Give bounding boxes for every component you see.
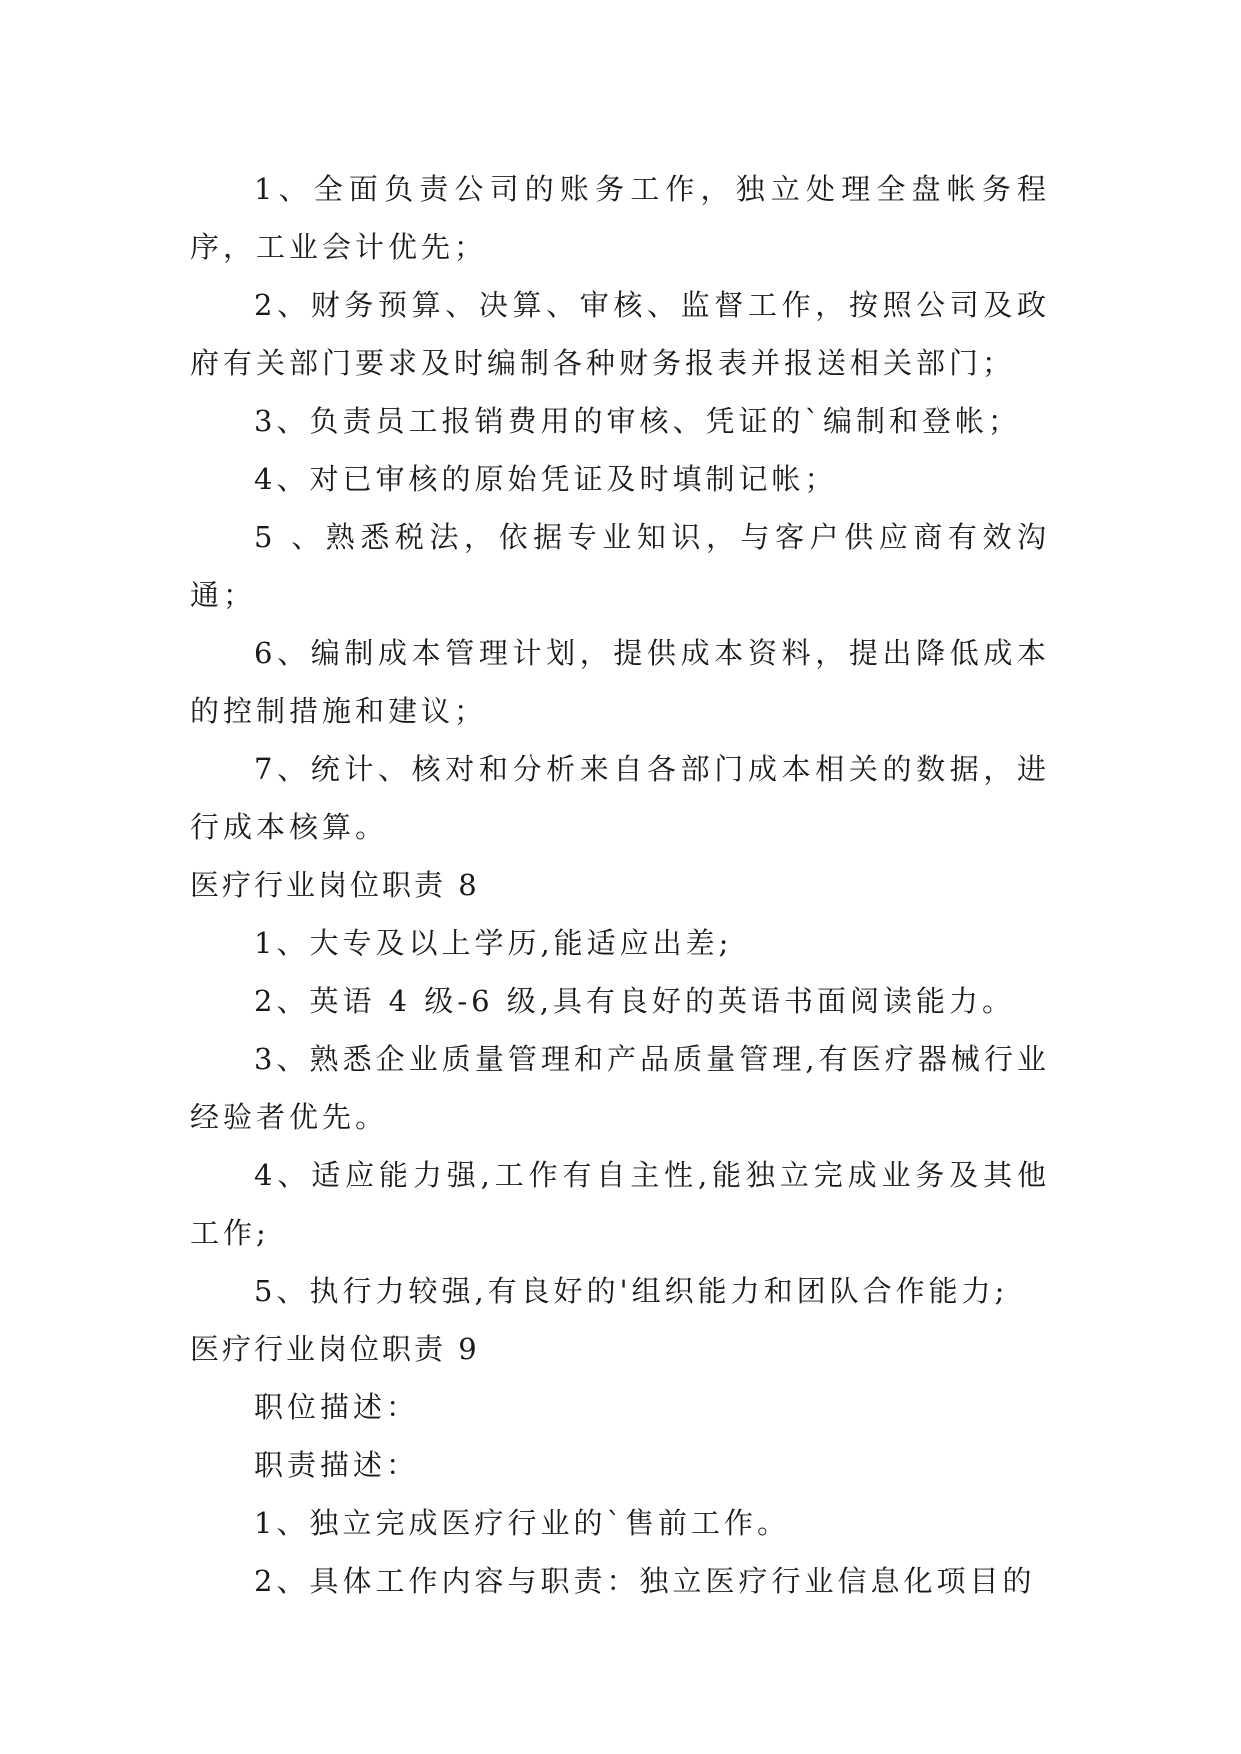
- paragraph-section9-1: 1、独立完成医疗行业的`售前工作。: [254, 1506, 790, 1540]
- document-body: [190, 160, 1050, 1610]
- paragraph-accounting-3: 3、负责员工报销费用的审核、凭证的`编制和登帐；: [254, 404, 1021, 438]
- paragraph-accounting-7: 7、统计、核对和分析来自各部门成本相关的数据，进行成本核算。: [190, 752, 1050, 844]
- paragraph-section8-3: 3、熟悉企业质量管理和产品质量管理,有医疗器械行业经验者优先。: [190, 1042, 1050, 1134]
- paragraph-duty-description: 职责描述：: [254, 1448, 420, 1482]
- paragraph-accounting-4: 4、对已审核的原始凭证及时填制记帐；: [254, 462, 838, 496]
- paragraph-accounting-2: 2、财务预算、决算、审核、监督工作，按照公司及政府有关部门要求及时编制各种财务报表并报送相关部门；: [190, 288, 1050, 380]
- paragraph-position-description: 职位描述：: [254, 1390, 420, 1424]
- paragraph-section8-1: 1、大专及以上学历,能适应出差;: [254, 926, 733, 960]
- paragraph-section8-4: 4、适应能力强,工作有自主性,能独立完成业务及其他工作;: [190, 1158, 1050, 1250]
- paragraph-accounting-5: 5 、熟悉税法，依据专业知识，与客户供应商有效沟通；: [190, 520, 1050, 612]
- paragraph-section8-5: 5、执行力较强,有良好的'组织能力和团队合作能力;: [254, 1274, 1009, 1308]
- section-heading-8: 医疗行业岗位职责 8: [190, 868, 480, 902]
- paragraph-section8-2: 2、英语 4 级-6 级,具有良好的英语书面阅读能力。: [254, 984, 1016, 1018]
- paragraph-accounting-1: 1、全面负责公司的账务工作，独立处理全盘帐务程序，工业会计优先；: [190, 172, 1050, 264]
- paragraph-accounting-6: 6、编制成本管理计划，提供成本资料，提出降低成本的控制措施和建议；: [190, 636, 1050, 728]
- section-heading-9: 医疗行业岗位职责 9: [190, 1332, 480, 1366]
- paragraph-section9-2: 2、具体工作内容与职责：独立医疗行业信息化项目的: [254, 1564, 1036, 1598]
